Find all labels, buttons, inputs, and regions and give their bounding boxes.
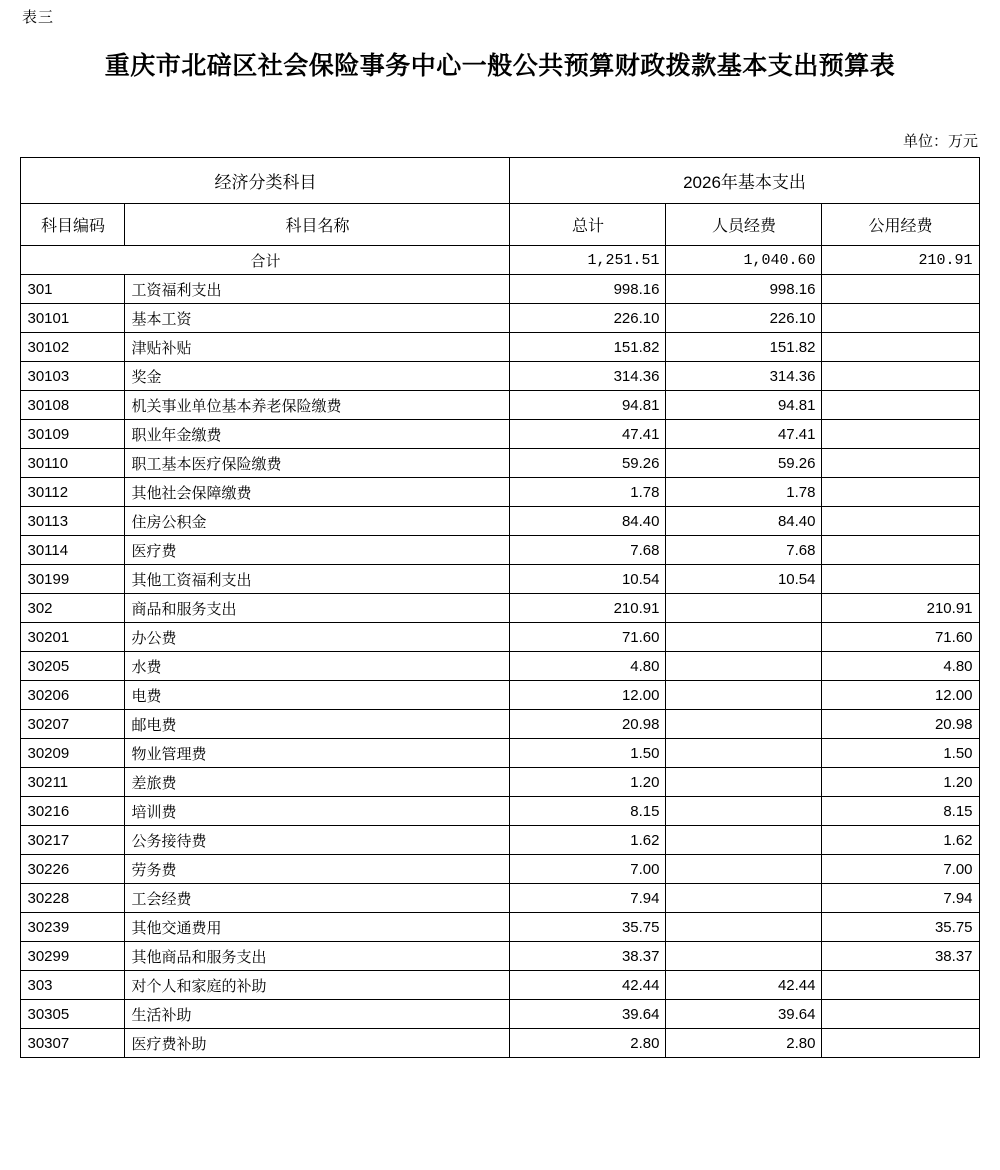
cell-public xyxy=(822,565,979,594)
cell-public: 1.50 xyxy=(822,739,979,768)
cell-personnel xyxy=(666,710,822,739)
cell-code: 30114 xyxy=(21,536,125,565)
cell-total: 7.00 xyxy=(510,855,666,884)
cell-total: 4.80 xyxy=(510,652,666,681)
cell-total: 1.20 xyxy=(510,768,666,797)
table-row xyxy=(21,304,979,333)
table-row xyxy=(21,855,979,884)
cell-public xyxy=(822,420,979,449)
cell-total: 71.60 xyxy=(510,623,666,652)
cell-total: 226.10 xyxy=(510,304,666,333)
cell-personnel: 94.81 xyxy=(666,391,822,420)
cell-public xyxy=(822,449,979,478)
cell-public xyxy=(822,478,979,507)
cell-public xyxy=(822,304,979,333)
cell-name: 劳务费 xyxy=(125,855,510,884)
cell-name: 培训费 xyxy=(125,797,510,826)
table-row xyxy=(21,768,979,797)
unit-note: 单位：万元 xyxy=(902,134,978,150)
cell-total: 20.98 xyxy=(510,710,666,739)
cell-personnel: 2.80 xyxy=(666,1029,822,1058)
cell-total: 42.44 xyxy=(510,971,666,1000)
cell-name: 工会经费 xyxy=(125,884,510,913)
cell-total: 84.40 xyxy=(510,507,666,536)
cell-total: 151.82 xyxy=(510,333,666,362)
table-header-group-row xyxy=(21,158,979,204)
cell-public xyxy=(822,362,979,391)
cell-name: 对个人和家庭的补助 xyxy=(125,971,510,1000)
cell-personnel xyxy=(666,739,822,768)
cell-public: 1.62 xyxy=(822,826,979,855)
sheet-tag: 表三 xyxy=(22,10,55,26)
table-row xyxy=(21,536,979,565)
cell-personnel: 226.10 xyxy=(666,304,822,333)
table-body xyxy=(21,158,979,1058)
cell-total: 210.91 xyxy=(510,594,666,623)
table-row xyxy=(21,420,979,449)
cell-public: 38.37 xyxy=(822,942,979,971)
cell-public xyxy=(822,1000,979,1029)
cell-personnel xyxy=(666,913,822,942)
cell-personnel xyxy=(666,797,822,826)
cell-personnel: 42.44 xyxy=(666,971,822,1000)
cell-personnel xyxy=(666,855,822,884)
table-row xyxy=(21,623,979,652)
cell-code: 30307 xyxy=(21,1029,125,1058)
cell-personnel xyxy=(666,623,822,652)
cell-personnel: 59.26 xyxy=(666,449,822,478)
cell-personnel: 314.36 xyxy=(666,362,822,391)
cell-code: 30109 xyxy=(21,420,125,449)
cell-personnel: 10.54 xyxy=(666,565,822,594)
cell-name: 办公费 xyxy=(125,623,510,652)
header-col-public: 公用经费 xyxy=(822,204,979,246)
cell-name: 住房公积金 xyxy=(125,507,510,536)
cell-name: 职业年金缴费 xyxy=(125,420,510,449)
cell-personnel xyxy=(666,768,822,797)
cell-name: 其他交通费用 xyxy=(125,913,510,942)
total-value-public: 210.91 xyxy=(822,246,979,275)
cell-total: 10.54 xyxy=(510,565,666,594)
header-col-code: 科目编码 xyxy=(21,204,125,246)
total-value-personnel: 1,040.60 xyxy=(666,246,822,275)
cell-total: 39.64 xyxy=(510,1000,666,1029)
cell-code: 30299 xyxy=(21,942,125,971)
cell-code: 30103 xyxy=(21,362,125,391)
cell-name: 其他工资福利支出 xyxy=(125,565,510,594)
cell-name: 物业管理费 xyxy=(125,739,510,768)
cell-code: 30101 xyxy=(21,304,125,333)
total-value-total: 1,251.51 xyxy=(510,246,666,275)
cell-public: 12.00 xyxy=(822,681,979,710)
cell-personnel: 7.68 xyxy=(666,536,822,565)
cell-code: 30113 xyxy=(21,507,125,536)
cell-total: 7.94 xyxy=(510,884,666,913)
table-header-row xyxy=(21,204,979,246)
page-title: 重庆市北碚区社会保险事务中心一般公共预算财政拨款基本支出预算表 xyxy=(104,53,896,80)
cell-public xyxy=(822,507,979,536)
total-label: 合计 xyxy=(21,246,510,275)
cell-public xyxy=(822,275,979,304)
cell-name: 公务接待费 xyxy=(125,826,510,855)
cell-code: 30239 xyxy=(21,913,125,942)
table-row xyxy=(21,391,979,420)
cell-total: 1.50 xyxy=(510,739,666,768)
table-row xyxy=(21,362,979,391)
table-row xyxy=(21,652,979,681)
table-row xyxy=(21,594,979,623)
cell-personnel: 998.16 xyxy=(666,275,822,304)
header-col-personnel: 人员经费 xyxy=(666,204,822,246)
cell-public xyxy=(822,971,979,1000)
cell-code: 30108 xyxy=(21,391,125,420)
table-row xyxy=(21,971,979,1000)
cell-total: 7.68 xyxy=(510,536,666,565)
cell-public: 4.80 xyxy=(822,652,979,681)
cell-public: 8.15 xyxy=(822,797,979,826)
cell-name: 机关事业单位基本养老保险缴费 xyxy=(125,391,510,420)
table-row-total xyxy=(21,246,979,275)
table-row xyxy=(21,1029,979,1058)
table-row xyxy=(21,942,979,971)
cell-total: 2.80 xyxy=(510,1029,666,1058)
table-row xyxy=(21,1000,979,1029)
cell-name: 电费 xyxy=(125,681,510,710)
cell-public xyxy=(822,391,979,420)
cell-code: 30305 xyxy=(21,1000,125,1029)
header-col-name: 科目名称 xyxy=(125,204,510,246)
table-row xyxy=(21,710,979,739)
cell-total: 314.36 xyxy=(510,362,666,391)
cell-public: 71.60 xyxy=(822,623,979,652)
cell-public: 210.91 xyxy=(822,594,979,623)
cell-code: 30209 xyxy=(21,739,125,768)
cell-name: 差旅费 xyxy=(125,768,510,797)
cell-code: 302 xyxy=(21,594,125,623)
cell-total: 59.26 xyxy=(510,449,666,478)
cell-personnel xyxy=(666,884,822,913)
cell-public: 7.94 xyxy=(822,884,979,913)
cell-code: 30112 xyxy=(21,478,125,507)
cell-personnel: 39.64 xyxy=(666,1000,822,1029)
table-row xyxy=(21,884,979,913)
header-col-total: 总计 xyxy=(510,204,666,246)
cell-name: 奖金 xyxy=(125,362,510,391)
cell-code: 30207 xyxy=(21,710,125,739)
cell-code: 30199 xyxy=(21,565,125,594)
table-row xyxy=(21,449,979,478)
cell-name: 医疗费补助 xyxy=(125,1029,510,1058)
cell-code: 30226 xyxy=(21,855,125,884)
cell-total: 1.78 xyxy=(510,478,666,507)
cell-public xyxy=(822,1029,979,1058)
cell-total: 47.41 xyxy=(510,420,666,449)
cell-public: 20.98 xyxy=(822,710,979,739)
cell-code: 30110 xyxy=(21,449,125,478)
cell-total: 998.16 xyxy=(510,275,666,304)
cell-personnel xyxy=(666,826,822,855)
cell-public xyxy=(822,333,979,362)
cell-code: 301 xyxy=(21,275,125,304)
cell-name: 其他商品和服务支出 xyxy=(125,942,510,971)
cell-name: 津贴补贴 xyxy=(125,333,510,362)
cell-total: 8.15 xyxy=(510,797,666,826)
table-row xyxy=(21,797,979,826)
table-row xyxy=(21,507,979,536)
cell-name: 医疗费 xyxy=(125,536,510,565)
cell-total: 94.81 xyxy=(510,391,666,420)
cell-personnel: 47.41 xyxy=(666,420,822,449)
cell-code: 30216 xyxy=(21,797,125,826)
cell-name: 水费 xyxy=(125,652,510,681)
cell-personnel xyxy=(666,681,822,710)
budget-table xyxy=(20,157,979,1058)
cell-personnel xyxy=(666,652,822,681)
cell-code: 30102 xyxy=(21,333,125,362)
table-row xyxy=(21,275,979,304)
cell-name: 生活补助 xyxy=(125,1000,510,1029)
header-group-year: 2026年基本支出 xyxy=(510,158,979,204)
cell-code: 30217 xyxy=(21,826,125,855)
cell-code: 30201 xyxy=(21,623,125,652)
cell-code: 30205 xyxy=(21,652,125,681)
cell-code: 303 xyxy=(21,971,125,1000)
cell-name: 职工基本医疗保险缴费 xyxy=(125,449,510,478)
table-row xyxy=(21,478,979,507)
cell-personnel xyxy=(666,942,822,971)
cell-personnel: 151.82 xyxy=(666,333,822,362)
table-row xyxy=(21,826,979,855)
cell-public: 7.00 xyxy=(822,855,979,884)
cell-name: 商品和服务支出 xyxy=(125,594,510,623)
cell-name: 邮电费 xyxy=(125,710,510,739)
cell-total: 38.37 xyxy=(510,942,666,971)
cell-personnel: 84.40 xyxy=(666,507,822,536)
cell-name: 基本工资 xyxy=(125,304,510,333)
cell-total: 35.75 xyxy=(510,913,666,942)
cell-total: 12.00 xyxy=(510,681,666,710)
cell-personnel: 1.78 xyxy=(666,478,822,507)
cell-name: 其他社会保障缴费 xyxy=(125,478,510,507)
cell-public: 1.20 xyxy=(822,768,979,797)
cell-code: 30228 xyxy=(21,884,125,913)
table-row xyxy=(21,913,979,942)
table-row xyxy=(21,565,979,594)
table-row xyxy=(21,333,979,362)
cell-name: 工资福利支出 xyxy=(125,275,510,304)
header-group-economic: 经济分类科目 xyxy=(21,158,510,204)
cell-code: 30206 xyxy=(21,681,125,710)
cell-code: 30211 xyxy=(21,768,125,797)
table-row xyxy=(21,739,979,768)
cell-personnel xyxy=(666,594,822,623)
table-row xyxy=(21,681,979,710)
cell-public xyxy=(822,536,979,565)
cell-total: 1.62 xyxy=(510,826,666,855)
cell-public: 35.75 xyxy=(822,913,979,942)
